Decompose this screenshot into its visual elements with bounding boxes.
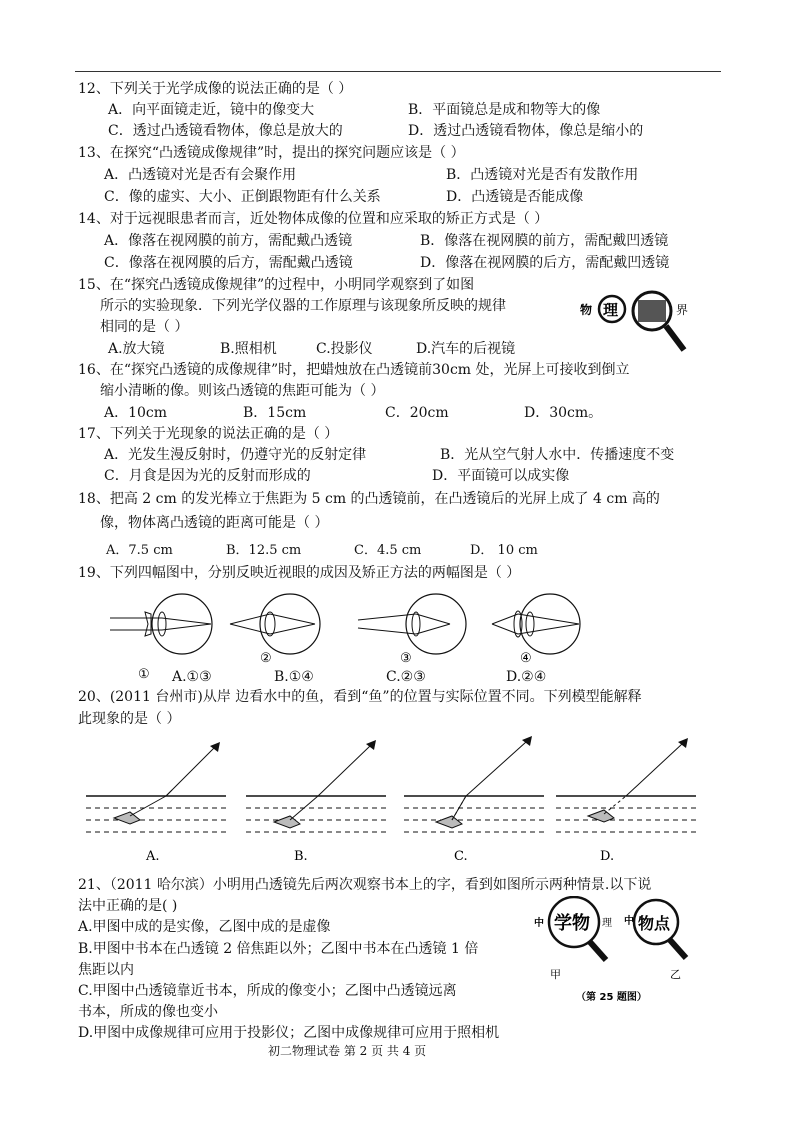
q21-fig-yi — [624, 900, 686, 981]
q12-option-b: B．平面镜总是成和物等大的像 — [408, 102, 601, 118]
q19-eye-2 — [230, 594, 320, 666]
q21-option-c-line2: 书本，所成的像也变小 — [78, 1004, 218, 1020]
q20-refraction-diagrams — [86, 736, 710, 864]
q16-stem-line1: 16、在“探究凸透镜的成像规律”时，把蜡烛放在凸透镜前30cm 处，光屏上可接收到倒立 — [78, 362, 630, 378]
q19-label-2: ② — [260, 651, 272, 666]
q16-option-a: A．10cm — [104, 405, 168, 421]
q13-option-c: C．像的虚实、大小、正倒跟物距有什么关系 — [104, 189, 381, 205]
q13-option-b: B．凸透镜对光是否有发散作用 — [446, 167, 639, 183]
q19-option-a: A.①③ — [172, 669, 212, 685]
q17-option-d: D．平面镜可以成实像 — [432, 468, 570, 484]
q16-option-b: B．15cm — [243, 405, 307, 421]
q20-panel-c — [404, 736, 544, 864]
q15-option-a: A.放大镜 — [108, 341, 165, 357]
q21-fig-caption: （第 25 题图） — [576, 992, 647, 1003]
q20-panel-a — [86, 742, 226, 864]
q13-stem: 13、在探究“凸透镜成像规律”时，提出的探究问题应该是（ ） — [78, 145, 465, 161]
q19-option-c: C.②③ — [386, 669, 426, 685]
q21-option-a: A.甲图中成的是实像，乙图中成的是虚像 — [78, 919, 331, 935]
q21-option-d: D.甲图中成像规律可应用于投影仪；乙图中成像规律可应用于照相机 — [78, 1025, 500, 1041]
q18-option-d: D． 10 cm — [470, 543, 538, 558]
q18-option-c: C．4.5 cm — [354, 543, 422, 558]
q15-magnifier-figure — [574, 290, 702, 360]
q19-eye-4 — [492, 594, 580, 666]
q21-stem-line1: 21、（2011 哈尔滨）小明用凸透镜先后两次观察书本上的字，看到如图所示两种情景.以下说 — [78, 877, 652, 893]
q21-option-b-line1: B.甲图中书本在凸透镜 2 倍焦距以外；乙图中书本在凸透镜 1 倍 — [78, 941, 479, 957]
q20-stem-line2: 此现象的是（ ） — [78, 711, 181, 727]
q15-stem-line2: 所示的实验现象．下列光学仪器的工作原理与该现象所反映的规律 — [100, 298, 506, 314]
q21-fig-yi-lens: 物点 — [638, 914, 671, 933]
q21-fig-jia-lens: 学物 — [554, 913, 590, 934]
q19-stem: 19、下列四幅图中，分别反映近视眼的成因及矫正方法的两幅图是（ ） — [78, 565, 521, 581]
q15-stem-line1: 15、在“探究凸透镜成像规律”的过程中，小明同学观察到了如图 — [78, 277, 475, 293]
q18-stem-line1: 18、把高 2 cm 的发光棒立于焦距为 5 cm 的凸透镜前，在凸透镜后的光屏上成了 4 cm 高的 — [78, 491, 660, 507]
q19-option-b: B.①④ — [274, 669, 314, 685]
q14-option-a: A．像落在视网膜的前方，需配戴凸透镜 — [104, 233, 353, 249]
q18-option-a: A．7.5 cm — [106, 543, 173, 558]
q21-option-b-line2: 焦距以内 — [78, 962, 134, 978]
q12-stem: 12、下列关于光学成像的说法正确的是（ ） — [78, 81, 353, 97]
q14-stem: 14、对于远视眼患者而言，近处物体成像的位置和应采取的矫正方式是（ ） — [78, 211, 549, 227]
q12-option-c: C．透过凸透镜看物体，像总是放大的 — [108, 123, 343, 139]
q20-label-b: B. — [294, 849, 308, 864]
q18-option-b: B．12.5 cm — [226, 543, 302, 558]
q14-option-c: C．像落在视网膜的后方，需配戴凸透镜 — [104, 255, 353, 271]
q19-eye-3 — [358, 594, 466, 666]
q15-option-b: B.照相机 — [220, 341, 277, 357]
q21-magnifier-figure — [532, 896, 710, 1020]
q20-panel-d — [556, 738, 696, 864]
q16-option-d: D．30cm。 — [524, 405, 603, 421]
q14-option-b: B．像落在视网膜的前方，需配戴凹透镜 — [420, 233, 669, 249]
q17-option-b: B．光从空气射人水中．传播速度不变 — [440, 447, 675, 463]
q19-label-3: ③ — [400, 651, 412, 666]
q21-option-c-line1: C.甲图中凸透镜靠近书本，所成的像变小；乙图中凸透镜远离 — [78, 983, 457, 999]
q12-option-a: A．向平面镜走近，镜中的像变大 — [108, 102, 315, 118]
q15-fig-text-right: 界 — [676, 303, 689, 317]
q21-fig-jia-right: 理 — [602, 918, 612, 929]
q21-fig-jia-left: 中 — [534, 918, 544, 929]
q15-option-d: D.汽车的后视镜 — [416, 341, 516, 357]
q21-fig-yi-left: 中 — [624, 916, 634, 927]
q15-stem-line3: 相同的是（ ） — [100, 319, 189, 335]
q20-label-d: D. — [600, 849, 615, 864]
q15-option-c: C.投影仪 — [316, 341, 373, 357]
q15-lens-image — [638, 300, 666, 322]
q17-option-a: A．光发生漫反射时，仍遵守光的反射定律 — [104, 447, 367, 463]
q13-option-d: D．凸透镜是否能成像 — [446, 189, 584, 205]
q21-fig-jia-label: 甲 — [550, 968, 561, 981]
q13-option-a: A．凸透镜对光是否有会聚作用 — [104, 167, 297, 183]
q21-fig-yi-label: 乙 — [670, 968, 681, 981]
q16-stem-line2: 缩小清晰的像。则该凸透镜的焦距可能为（ ） — [100, 383, 385, 399]
q14-option-d: D．像落在视网膜的后方，需配戴凹透镜 — [420, 255, 670, 271]
q17-stem: 17、下列关于光现象的说法正确的是（ ） — [78, 426, 339, 442]
q19-option-d: D.②④ — [506, 669, 547, 685]
q15-magnifier-handle — [666, 326, 684, 350]
q20-panel-b — [246, 740, 386, 864]
q18-stem-line2: 像，物体离凸透镜的距离可能是（ ） — [100, 515, 329, 531]
header-rule — [75, 71, 721, 72]
q12-option-d: D．透过凸透镜看物体，像总是缩小的 — [408, 123, 644, 139]
q19-label-1: ① — [138, 667, 150, 682]
q16-option-c: C．20cm — [385, 405, 449, 421]
q15-fig-text-left: 物 — [580, 303, 593, 317]
q15-fig-text-lens: 理 — [603, 301, 619, 319]
q21-stem-line2: 法中正确的是( ) — [78, 898, 178, 914]
page-footer: 初二物理试卷 第 2 页 共 4 页 — [268, 1044, 427, 1058]
q19-label-4: ④ — [520, 651, 532, 666]
q17-option-c: C．月食是因为光的反射而形成的 — [104, 468, 311, 484]
q21-fig-jia — [534, 897, 612, 981]
q20-label-c: C. — [454, 849, 468, 864]
q20-label-a: A. — [146, 849, 160, 864]
q20-stem-line1: 20、(2011 台州市)从岸 边看水中的鱼，看到“鱼”的位置与实际位置不同。下列模型能解释 — [78, 689, 642, 705]
